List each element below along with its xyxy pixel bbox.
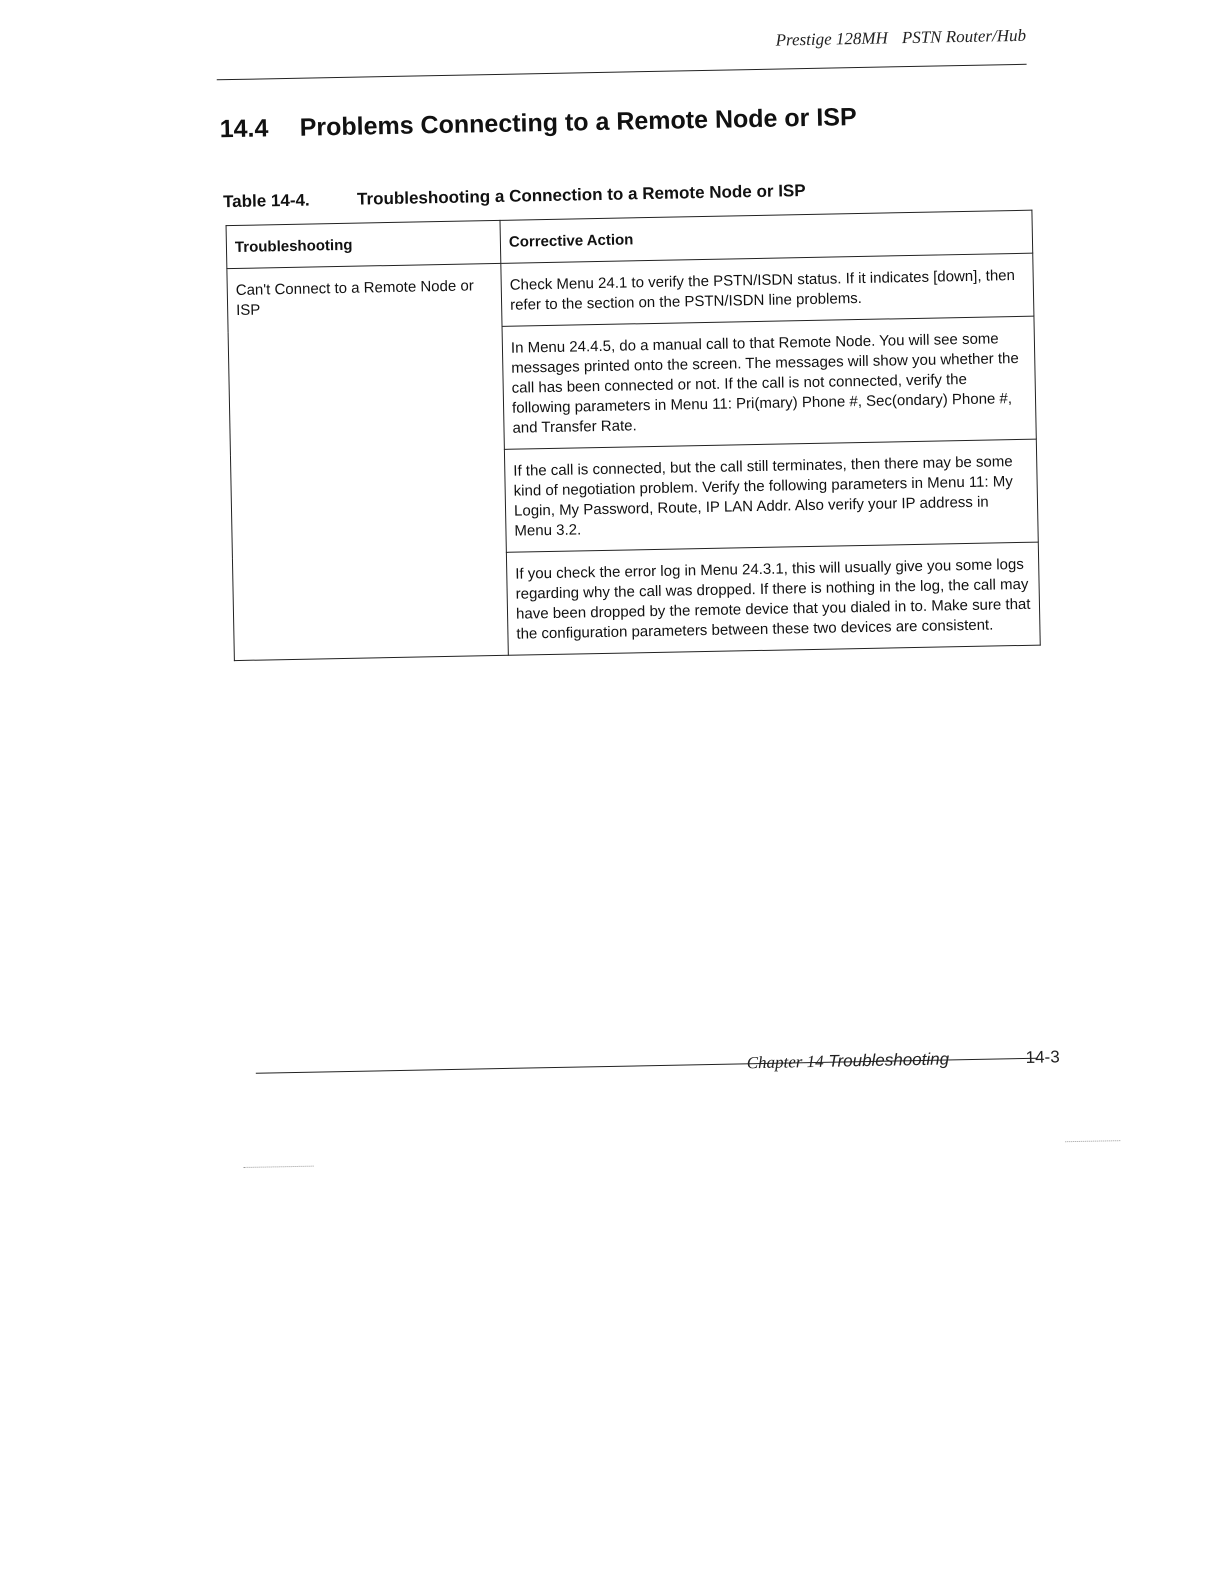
footer-chapter-prefix: Chapter 14 bbox=[746, 1051, 824, 1073]
section-heading bbox=[219, 103, 856, 144]
header-product: Prestige 128MH bbox=[775, 28, 889, 50]
footer-page-number: 14-3 bbox=[1025, 1047, 1060, 1067]
table-caption-label: Table 14-4. bbox=[222, 190, 310, 212]
section-number: 14.4 bbox=[219, 114, 269, 144]
scan-speckle bbox=[1065, 1140, 1120, 1144]
footer-chapter bbox=[747, 1049, 950, 1073]
troubleshooting-table bbox=[226, 210, 1041, 661]
column-header-corrective-action: Corrective Action bbox=[500, 210, 1033, 263]
table-caption-title: Troubleshooting a Connection to a Remote Node or ISP bbox=[356, 181, 806, 209]
problem-cell: Can't Connect to a Remote Node or ISP bbox=[227, 263, 508, 660]
action-cell-4: If you check the error log in Menu 24.3.1, this will usually give you some logs regarding why the call was dropped. If there is nothing in the log, the call may have been dropped by the remote device that you dialed in to. Make sure that the configuration parameters between these two devices are consistent. bbox=[506, 542, 1040, 655]
table-caption bbox=[223, 181, 806, 212]
action-cell-3: If the call is connected, but the call still terminates, then there may be some kind of negotiation problem. Verify the following parameters in Menu 11: My Login, My Password, Route, IP LAN Addr. Also verify your IP address in Menu 3.2. bbox=[504, 439, 1038, 552]
header-product-type: PSTN Router/Hub bbox=[901, 25, 1027, 48]
section-title: Problems Connecting to a Remote Node or ISP bbox=[299, 103, 857, 142]
column-header-troubleshooting: Troubleshooting bbox=[226, 220, 501, 268]
header-rule bbox=[217, 64, 1027, 81]
running-header bbox=[634, 26, 1026, 54]
footer-chapter-title: Troubleshooting bbox=[828, 1049, 950, 1071]
action-cell-2: In Menu 24.4.5, do a manual call to that Remote Node. You will see some messages printed onto the screen. The messages will show you whether the call has been connected or not. If the call is not connected, verify the following parameters in Menu 11: Pri(mary) Phone #, Sec(ondary) Phone #, and Transfer Rate. bbox=[502, 316, 1036, 449]
action-cell-1: Check Menu 24.1 to verify the PSTN/ISDN status. If it indicates [down], then refer to the section on the PSTN/ISDN line problems. bbox=[501, 253, 1034, 326]
scan-speckle bbox=[244, 1166, 314, 1170]
